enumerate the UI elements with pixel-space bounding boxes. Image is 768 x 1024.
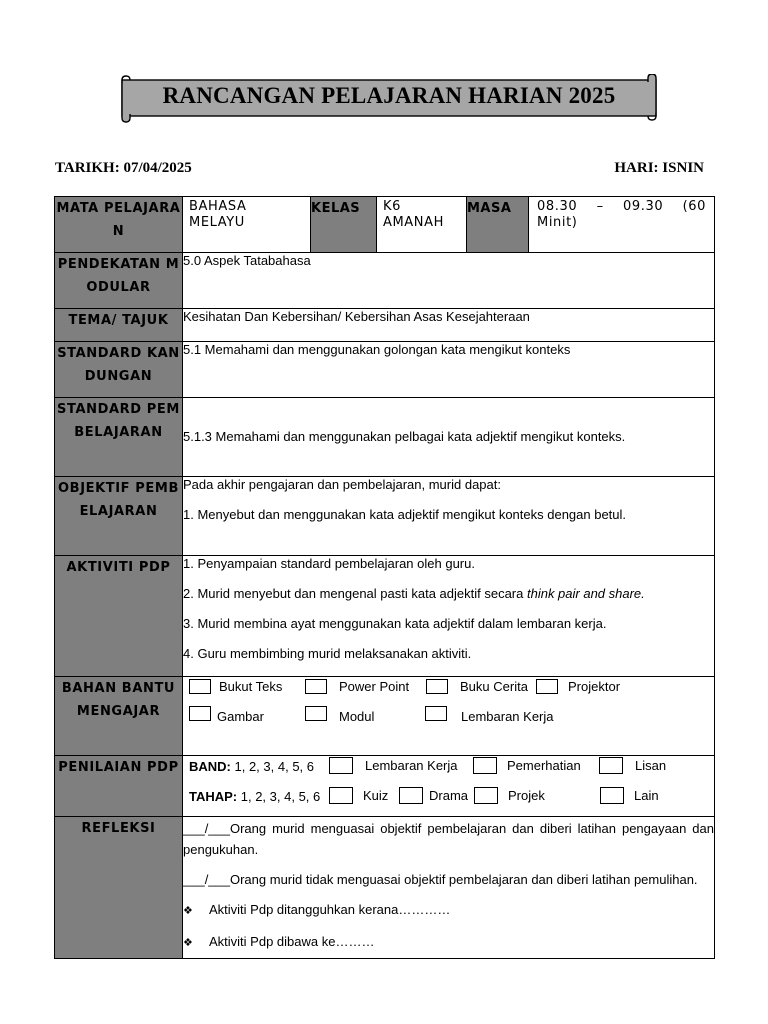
page-title: RANCANGAN PELAJARAN HARIAN 2025 (162, 83, 616, 108)
bbm-row (55, 677, 715, 756)
diamond-bullet-icon: ❖ (183, 937, 193, 949)
bbm-label: BAHAN BANTU MENGAJAR (55, 677, 183, 756)
bbm-option-buku-cerita[interactable]: Buku Cerita (426, 679, 528, 695)
penilaian-label: PENILAIAN PDP (55, 756, 183, 817)
aktiviti-item-2-text: 2. Murid menyebut dan mengenal pasti kata adjektif secara (183, 586, 527, 601)
standard-kandungan-value: 5.1 Memahami dan menggunakan golongan kata mengikut konteks (183, 342, 715, 398)
header-row (55, 197, 715, 253)
checkbox-icon[interactable] (425, 706, 447, 721)
checkbox-icon[interactable] (599, 757, 623, 774)
standard-kandungan-label: STANDARD KANDUNGAN (55, 342, 183, 398)
tema-value: Kesihatan Dan Kebersihan/ Kebersihan Asas Kesejahteraan (183, 309, 715, 342)
penilaian-option-lisan[interactable]: Lisan (599, 758, 666, 775)
penilaian-option-projek[interactable]: Projek (474, 788, 545, 805)
masa-label: MASA (467, 197, 529, 253)
refleksi-bullet-1: ❖ Aktiviti Pdp ditangguhkan kerana………… (183, 899, 714, 922)
checkbox-icon[interactable] (329, 787, 353, 804)
pendekatan-value: 5.0 Aspek Tatabahasa (183, 253, 715, 309)
objektif-cell (183, 477, 715, 556)
checkbox-icon[interactable] (473, 757, 497, 774)
penilaian-option-drama[interactable]: Drama (399, 788, 468, 805)
penilaian-option-lain[interactable]: Lain (600, 788, 659, 805)
bbm-option-lembaran-kerja[interactable]: Lembaran Kerja (425, 709, 554, 725)
bbm-option-projektor[interactable]: Projektor (536, 679, 620, 695)
mata-pelajaran-value: BAHASA MELAYU (183, 197, 311, 253)
tema-row (55, 309, 715, 342)
objektif-item: 1. Menyebut dan menggunakan kata adjektif mengikut konteks dengan betul. (183, 507, 627, 522)
aktiviti-cell (183, 556, 715, 677)
standard-pembelajaran-value: 5.1.3 Memahami dan menggunakan pelbagai kata adjektif mengikut konteks. (183, 398, 715, 477)
checkbox-icon[interactable] (426, 679, 448, 694)
checkbox-icon[interactable] (189, 679, 211, 694)
masa-value: 08.30 – 09.30 (60 Minit) (529, 197, 715, 253)
objektif-label: OBJEKTIF PEMBELAJARAN (55, 477, 183, 556)
refleksi-line-2: ___/___Orang murid tidak menguasai objektif pembelajaran dan diberi latihan pemulihan. (183, 872, 698, 887)
refleksi-label: REFLEKSI (55, 817, 183, 959)
bbm-option-gambar[interactable]: Gambar (189, 709, 264, 725)
mata-pelajaran-label: MATA PELAJARAN (55, 197, 183, 253)
hari-label: HARI: ISNIN (614, 160, 704, 176)
diamond-bullet-icon: ❖ (183, 905, 193, 917)
checkbox-icon[interactable] (536, 679, 558, 694)
bbm-cell (183, 677, 715, 756)
bbm-option-buku-teks[interactable]: Bukut Teks (189, 679, 282, 695)
penilaian-cell (183, 756, 715, 817)
title-banner (116, 74, 662, 124)
tema-label: TEMA/ TAJUK (55, 309, 183, 342)
checkbox-icon[interactable] (600, 787, 624, 804)
penilaian-row (55, 756, 715, 817)
refleksi-line-1: ___/___Orang murid menguasai objektif pembelajaran dan diberi latihan pengayaan dan pengukuhan. (183, 821, 714, 857)
aktiviti-label: AKTIVITI PDP (55, 556, 183, 677)
standard-kandungan-row (55, 342, 715, 398)
aktiviti-item-1: 1. Penyampaian standard pembelajaran oleh guru. (183, 556, 475, 571)
pendekatan-label: PENDEKATAN MODULAR (55, 253, 183, 309)
aktiviti-item-3: 3. Murid membina ayat menggunakan kata adjektif dalam lembaran kerja. (183, 616, 607, 631)
standard-pembelajaran-label: STANDARD PEMBELAJARAN (55, 398, 183, 477)
pendekatan-row (55, 253, 715, 309)
penilaian-option-lembaran-kerja[interactable]: Lembaran Kerja (329, 758, 458, 775)
lesson-plan-table (54, 196, 715, 959)
penilaian-option-kuiz[interactable]: Kuiz (329, 788, 388, 805)
penilaian-option-pemerhatian[interactable]: Pemerhatian (473, 758, 581, 775)
checkbox-icon[interactable] (305, 679, 327, 694)
aktiviti-item-2-emphasis: think pair and share. (526, 586, 645, 601)
tahap-text: TAHAP: 1, 2, 3, 4, 5, 6 (189, 789, 321, 804)
bbm-option-power-point[interactable]: Power Point (305, 679, 409, 695)
bbm-option-modul[interactable]: Modul (305, 709, 374, 725)
tarikh-label: TARIKH: 07/04/2025 (55, 160, 192, 176)
kelas-label: KELAS (311, 197, 377, 253)
standard-pembelajaran-row (55, 398, 715, 477)
refleksi-row (55, 817, 715, 959)
checkbox-icon[interactable] (399, 787, 423, 804)
checkbox-icon[interactable] (474, 787, 498, 804)
checkbox-icon[interactable] (329, 757, 353, 774)
objektif-row (55, 477, 715, 556)
kelas-value: K6 AMANAH (377, 197, 467, 253)
checkbox-icon[interactable] (189, 706, 211, 721)
refleksi-bullet-2: ❖ Aktiviti Pdp dibawa ke……… (183, 931, 714, 954)
aktiviti-row (55, 556, 715, 677)
aktiviti-item-2 (183, 586, 714, 602)
aktiviti-item-4: 4. Guru membimbing murid melaksanakan aktiviti. (183, 646, 472, 661)
checkbox-icon[interactable] (305, 706, 327, 721)
objektif-intro: Pada akhir pengajaran dan pembelajaran, murid dapat: (183, 477, 501, 492)
band-text: BAND: 1, 2, 3, 4, 5, 6 (189, 759, 315, 774)
refleksi-cell (183, 817, 715, 959)
